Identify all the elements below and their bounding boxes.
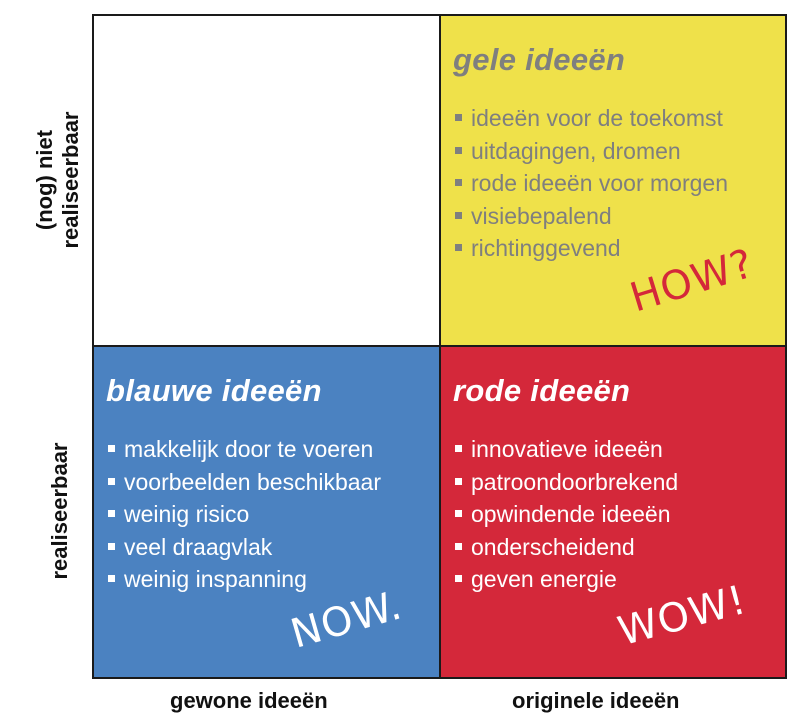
list-item: ideeën voor de toekomst (453, 102, 728, 135)
list-item: voorbeelden beschikbaar (106, 466, 381, 499)
list-item: veel draagvlak (106, 531, 381, 564)
list-item: patroondoorbrekend (453, 466, 678, 499)
list-item: geven energie (453, 563, 678, 596)
list-item: richtinggevend (453, 232, 728, 265)
how-tag: HOW? (625, 240, 760, 322)
idea-list (453, 102, 728, 265)
list-item: opwindende ideeën (453, 498, 678, 531)
idea-list (453, 433, 678, 596)
y-axis-label-line: (nog) niet (32, 129, 57, 231)
list-item: innovatieve ideeën (453, 433, 678, 466)
quadrant-title: blauwe ideeën (106, 373, 322, 408)
list-item: visiebepalend (453, 200, 728, 233)
quadrant-title: gele ideeën (453, 42, 626, 77)
y-axis-label-top (32, 80, 88, 280)
list-item: rode ideeën voor morgen (453, 167, 728, 200)
quadrant-title: rode ideeën (453, 373, 631, 408)
wow-tag: WOW! (613, 576, 752, 656)
x-axis-label-right: originele ideeën (512, 688, 680, 713)
list-item: uitdagingen, dromen (453, 135, 728, 168)
list-item: makkelijk door te voeren (106, 433, 381, 466)
quadrant-yellow-ideas (439, 14, 787, 347)
list-item: weinig risico (106, 498, 381, 531)
idea-list (106, 433, 381, 596)
y-axis-label-bottom: realiseerbaar (47, 442, 72, 580)
y-axis-label-line: realiseerbaar (58, 111, 83, 249)
list-item: onderscheidend (453, 531, 678, 564)
now-tag: NOW. (285, 582, 408, 658)
quadrant-blue-ideas (92, 345, 441, 679)
x-axis-label-left: gewone ideeën (170, 688, 328, 713)
quadrant-red-ideas (439, 345, 787, 679)
list-item: weinig inspanning (106, 563, 381, 596)
quadrant-top-left-empty (92, 14, 441, 347)
